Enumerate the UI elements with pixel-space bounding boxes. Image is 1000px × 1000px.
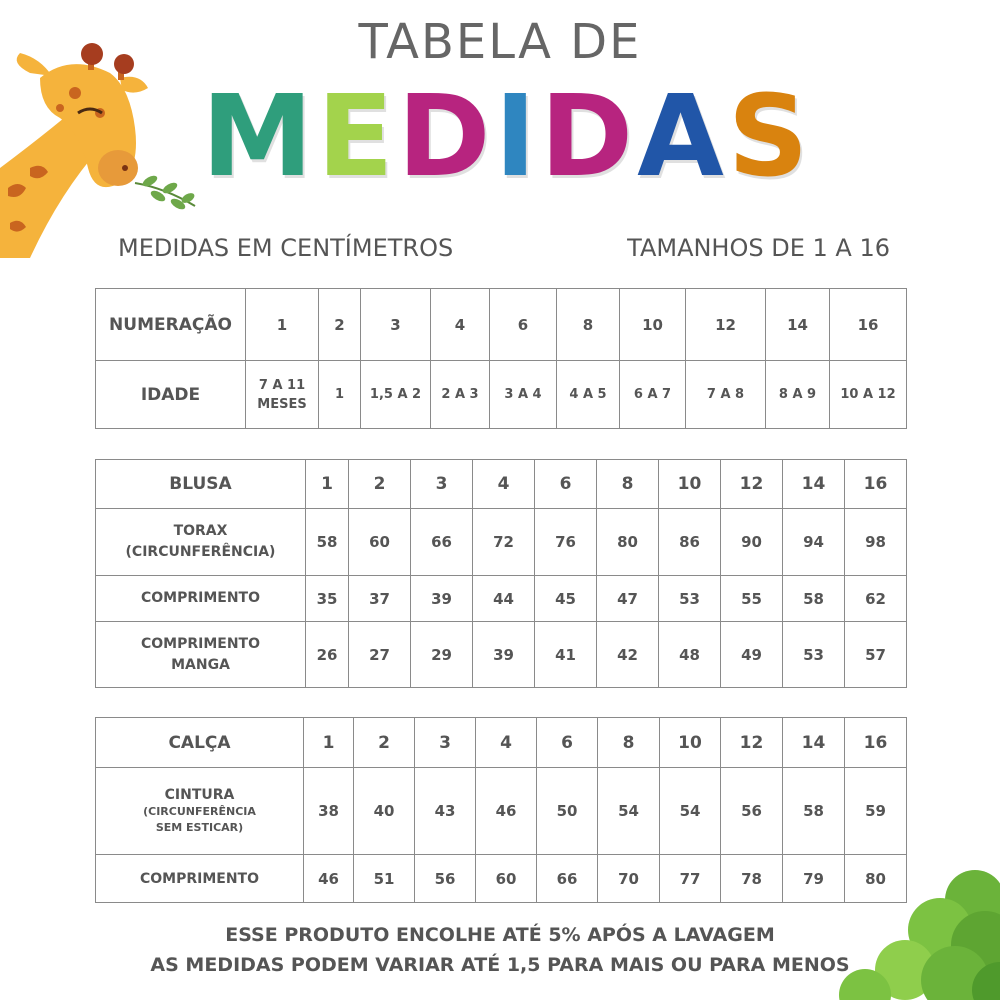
size-cell: 14 bbox=[783, 460, 845, 509]
value-cell: 35 bbox=[306, 576, 349, 622]
size-cell: 1 bbox=[304, 718, 354, 768]
age-cell: 8 A 9 bbox=[766, 361, 830, 429]
size-cell: 6 bbox=[535, 460, 597, 509]
value-cell: 66 bbox=[537, 855, 598, 903]
row-label: TORAX (CIRCUNFERÊNCIA) bbox=[96, 509, 306, 576]
size-row bbox=[96, 289, 907, 361]
size-cell: 16 bbox=[830, 289, 907, 361]
title-letter: S bbox=[727, 72, 809, 202]
value-cell: 79 bbox=[783, 855, 845, 903]
size-cell: 12 bbox=[721, 718, 783, 768]
blouse-header: BLUSA bbox=[96, 460, 306, 509]
age-row-label: IDADE bbox=[96, 361, 246, 429]
blouse-header-row bbox=[96, 460, 907, 509]
row-label: COMPRIMENTO MANGA bbox=[96, 622, 306, 688]
value-cell: 46 bbox=[304, 855, 354, 903]
value-cell: 26 bbox=[306, 622, 349, 688]
value-cell: 45 bbox=[535, 576, 597, 622]
value-cell: 27 bbox=[349, 622, 411, 688]
blouse-table bbox=[95, 459, 907, 688]
row-label-main: CINTURA bbox=[164, 787, 235, 803]
row-label bbox=[96, 768, 304, 855]
value-cell: 55 bbox=[721, 576, 783, 622]
footer-note-shrink: ESSE PRODUTO ENCOLHE ATÉ 5% APÓS A LAVAGEM bbox=[225, 924, 775, 946]
value-cell: 46 bbox=[476, 768, 537, 855]
value-cell: 72 bbox=[473, 509, 535, 576]
size-cell: 12 bbox=[686, 289, 766, 361]
row-label-note: (CIRCUNFERÊNCIA SEM ESTICAR) bbox=[143, 805, 256, 834]
value-cell: 47 bbox=[597, 576, 659, 622]
value-cell: 59 bbox=[845, 768, 907, 855]
value-cell: 40 bbox=[354, 768, 415, 855]
size-cell: 1 bbox=[306, 460, 349, 509]
pants-header-row bbox=[96, 718, 907, 768]
value-cell: 58 bbox=[783, 576, 845, 622]
size-cell: 2 bbox=[319, 289, 361, 361]
value-cell: 76 bbox=[535, 509, 597, 576]
table-row bbox=[96, 855, 907, 903]
size-cell: 1 bbox=[246, 289, 319, 361]
title-top: TABELA DE bbox=[358, 14, 642, 70]
size-cell: 8 bbox=[557, 289, 620, 361]
size-cell: 3 bbox=[361, 289, 431, 361]
size-cell: 8 bbox=[598, 718, 660, 768]
value-cell: 39 bbox=[411, 576, 473, 622]
value-cell: 42 bbox=[597, 622, 659, 688]
table-row bbox=[96, 622, 907, 688]
title-letter: D bbox=[540, 72, 634, 202]
value-cell: 58 bbox=[306, 509, 349, 576]
table-row bbox=[96, 768, 907, 855]
age-cell: 7 A 11 MESES bbox=[246, 361, 319, 429]
age-cell: 7 A 8 bbox=[686, 361, 766, 429]
size-cell: 4 bbox=[431, 289, 490, 361]
age-cell: 1,5 A 2 bbox=[361, 361, 431, 429]
value-cell: 90 bbox=[721, 509, 783, 576]
value-cell: 62 bbox=[845, 576, 907, 622]
age-cell: 10 A 12 bbox=[830, 361, 907, 429]
table-row bbox=[96, 576, 907, 622]
size-cell: 2 bbox=[349, 460, 411, 509]
pants-header: CALÇA bbox=[96, 718, 304, 768]
size-cell: 4 bbox=[473, 460, 535, 509]
value-cell: 60 bbox=[349, 509, 411, 576]
value-cell: 53 bbox=[659, 576, 721, 622]
size-cell: 2 bbox=[354, 718, 415, 768]
value-cell: 70 bbox=[598, 855, 660, 903]
title-main bbox=[201, 72, 809, 202]
footer-note-variance: AS MEDIDAS PODEM VARIAR ATÉ 1,5 PARA MAIS OU PARA MENOS bbox=[150, 954, 850, 976]
value-cell: 86 bbox=[659, 509, 721, 576]
value-cell: 48 bbox=[659, 622, 721, 688]
size-cell: 12 bbox=[721, 460, 783, 509]
value-cell: 39 bbox=[473, 622, 535, 688]
value-cell: 29 bbox=[411, 622, 473, 688]
size-cell: 10 bbox=[660, 718, 721, 768]
subtitle-sizes: TAMANHOS DE 1 A 16 bbox=[627, 234, 890, 262]
value-cell: 57 bbox=[845, 622, 907, 688]
value-cell: 37 bbox=[349, 576, 411, 622]
row-label: COMPRIMENTO bbox=[96, 855, 304, 903]
value-cell: 53 bbox=[783, 622, 845, 688]
size-cell: 6 bbox=[537, 718, 598, 768]
value-cell: 38 bbox=[304, 768, 354, 855]
value-cell: 98 bbox=[845, 509, 907, 576]
size-cell: 3 bbox=[411, 460, 473, 509]
size-cell: 16 bbox=[845, 460, 907, 509]
title-letter: A bbox=[637, 72, 724, 202]
green-bush-illustration bbox=[825, 860, 1000, 1000]
value-cell: 54 bbox=[598, 768, 660, 855]
size-cell: 10 bbox=[620, 289, 686, 361]
size-cell: 3 bbox=[415, 718, 476, 768]
size-cell: 8 bbox=[597, 460, 659, 509]
value-cell: 58 bbox=[783, 768, 845, 855]
value-cell: 43 bbox=[415, 768, 476, 855]
value-cell: 50 bbox=[537, 768, 598, 855]
value-cell: 78 bbox=[721, 855, 783, 903]
title-letter: M bbox=[201, 72, 313, 202]
value-cell: 60 bbox=[476, 855, 537, 903]
value-cell: 44 bbox=[473, 576, 535, 622]
value-cell: 80 bbox=[845, 855, 907, 903]
value-cell: 51 bbox=[354, 855, 415, 903]
value-cell: 77 bbox=[660, 855, 721, 903]
age-cell: 3 A 4 bbox=[490, 361, 557, 429]
value-cell: 54 bbox=[660, 768, 721, 855]
pants-table bbox=[95, 717, 907, 903]
value-cell: 80 bbox=[597, 509, 659, 576]
row-label: COMPRIMENTO bbox=[96, 576, 306, 622]
age-cell: 4 A 5 bbox=[557, 361, 620, 429]
value-cell: 56 bbox=[721, 768, 783, 855]
title-letter: D bbox=[397, 72, 491, 202]
title-letter: I bbox=[494, 72, 537, 202]
value-cell: 56 bbox=[415, 855, 476, 903]
size-cell: 14 bbox=[766, 289, 830, 361]
value-cell: 94 bbox=[783, 509, 845, 576]
value-cell: 66 bbox=[411, 509, 473, 576]
size-cell: 16 bbox=[845, 718, 907, 768]
age-cell: 2 A 3 bbox=[431, 361, 490, 429]
age-cell: 6 A 7 bbox=[620, 361, 686, 429]
size-cell: 10 bbox=[659, 460, 721, 509]
age-row bbox=[96, 361, 907, 429]
age-cell: 1 bbox=[319, 361, 361, 429]
size-cell: 6 bbox=[490, 289, 557, 361]
value-cell: 49 bbox=[721, 622, 783, 688]
size-cell: 14 bbox=[783, 718, 845, 768]
size-cell: 4 bbox=[476, 718, 537, 768]
size-row-label: NUMERAÇÃO bbox=[96, 289, 246, 361]
title-letter: E bbox=[316, 72, 394, 202]
size-age-table bbox=[95, 288, 907, 429]
subtitle-units: MEDIDAS EM CENTÍMETROS bbox=[118, 234, 454, 262]
table-row bbox=[96, 509, 907, 576]
value-cell: 41 bbox=[535, 622, 597, 688]
